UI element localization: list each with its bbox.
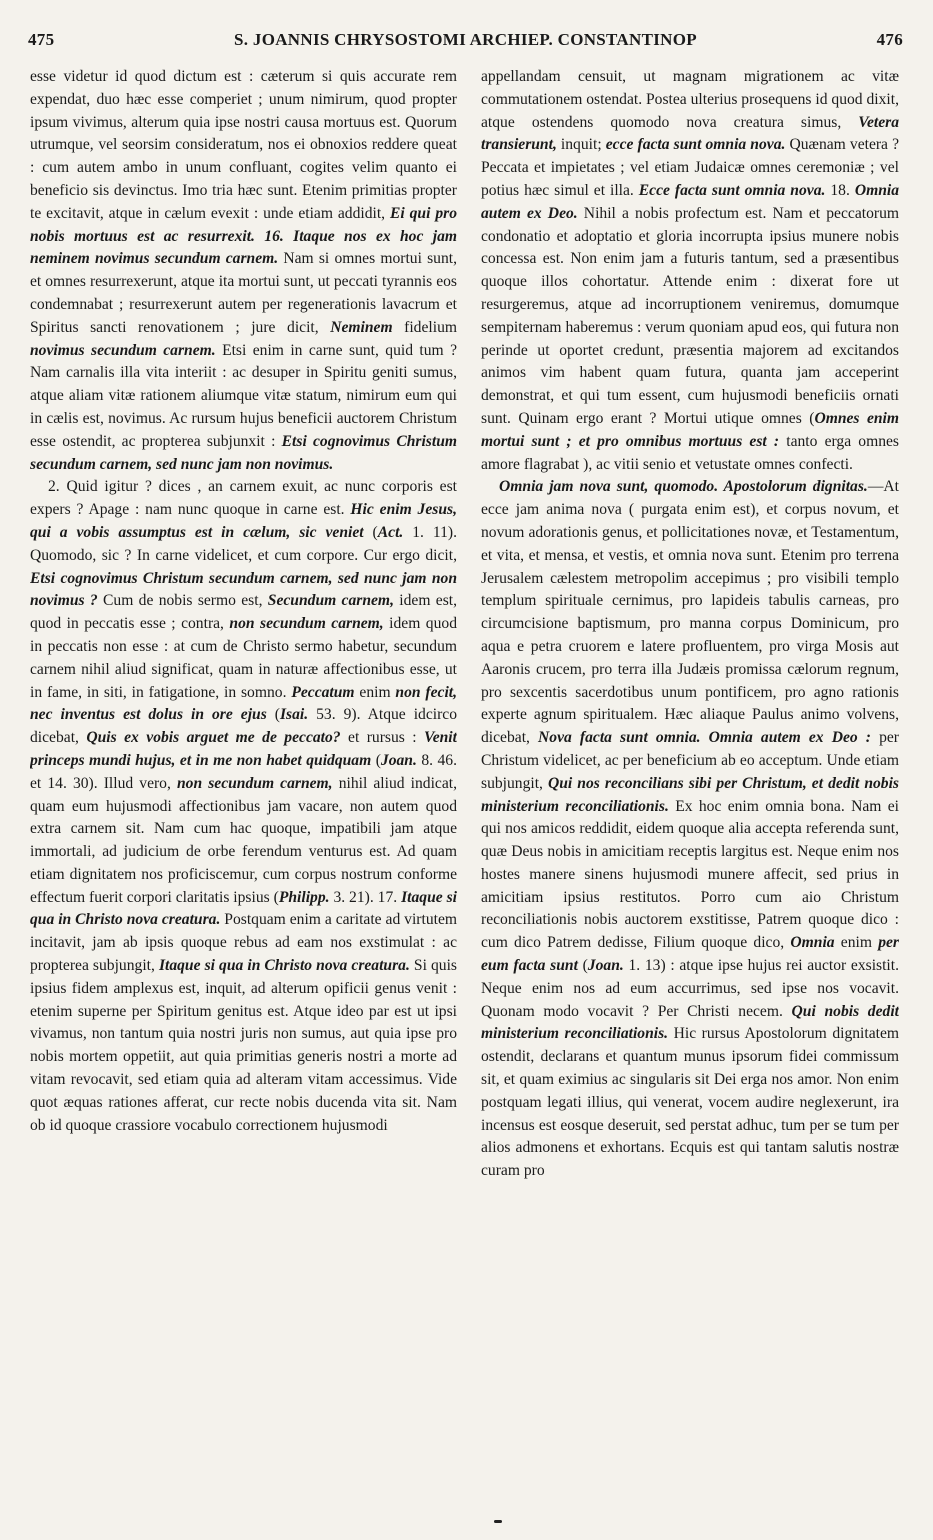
emphasized-text: Nova facta sunt omnia. Omnia autem ex Deo : <box>538 729 871 747</box>
emphasized-text: non secundum carnem, <box>176 774 333 792</box>
text-run: Nam si omnes mortui sunt, et omnes resurrexerunt, atque ita mortui sunt, ut peccati tyrannis eos condemnabat ; resurrexerunt autem per regenerationis lavacrum et Spiritus sancti renovationem ; jure dicit, <box>30 250 457 336</box>
text-run: et rursus : <box>340 729 425 747</box>
text-run: enim <box>354 683 396 701</box>
emphasized-text: Neminem <box>330 318 393 336</box>
text-run: ( <box>266 706 280 724</box>
text-run: ( <box>363 523 378 541</box>
paragraph <box>481 476 899 1183</box>
text-run: Cum de nobis sermo est, <box>97 592 268 610</box>
text-run: Nihil a nobis profectum est. Nam et peccatorum condonatio et adoptatio et gloria incorrupta ipsius munere nobis concessa est. Non enim jam a futuris tantum, sed a præsentibus quoque illos cohortatur. Attende enim : dixerat fore ut resurgeremus, atque ad incorruptionem veniremus, domumque sempiternam haberemus : verum quoniam apud eos, qui futura non perinde ut oportet credunt, præsentia majorem ad excitandos animos vim habent quam futura, quanta jam acceperint demonstrat, et qui tum essent, cum hujusmodi beneficiis ornati sunt. Quinam ergo erant ? Mortui utique omnes ( <box>481 204 899 427</box>
emphasized-text: Joan. <box>587 957 624 975</box>
text-run: ( <box>577 957 588 975</box>
emphasized-text: Peccatum <box>291 683 355 701</box>
text-run: 1. 13) : atque ipse hujus rei auctor exsistit. Neque enim nos ad eum accurrimus, sed ipse nos vocavit. Quonam modo vocavit ? Per Christi necem. <box>481 957 899 1020</box>
text-run: Si quis ipsius fidem amplexus est, inquit, ad alterum opificii genus venit : etenim superne per Spiritum genitus est. Atque ideo par est ut ipsi vivamus, non tantum quia nostri juris non sumus, aut quia ipse pro nobis mortem oppetiit, aut quia primitias generis nostri a morte ad vitam revocavit, sed etiam quia ad alteram vitam accessimus. Vide quot æquas rationes afferat, cur recte nobis ducenda vita sit. Nam ob id quoque crassiore vocabulo correctionem hujusmodi <box>30 957 457 1134</box>
text-run: —At ecce jam anima nova ( purgata enim est), et corpus novum, et novum adorationis genus, et pollicitationes novæ, et Testamentum, et vita, et mensa, et vestis, et omnia nova sunt. Etenim pro terrena Jerusalem cælestem metropolim accepimus ; pro visibili templo templum spirituale cernimus, pro lapideis tabulis carneas, pro circumcisione baptismum, pro manna corpus Dominicum, pro aqua e petra cruorem e latere profluentem, pro virga Mosis aut Aaronis crucem, pro terra illa Judæis promissa cælorum regnum, pro sexcentis sacerdotibus unum pontificem, pro agno rationis experte agnum spiritualem. Hæc aliaque Paulus animo volvens, dicebat, <box>481 478 899 747</box>
text-run: 3. 21). 17. <box>329 888 402 906</box>
ink-mark <box>494 1520 502 1523</box>
emphasized-text: Joan. <box>380 751 417 769</box>
emphasized-text: Itaque si qua in Christo nova creatura. <box>30 888 457 929</box>
emphasized-text: Omnes enim mortui sunt ; et pro omnibus mortuus est : <box>481 409 899 450</box>
page-number-left: 475 <box>28 30 55 49</box>
text-run: Postquam enim a caritate ad virtutem incitavit, jam ab ipsis quoque rebus ad eam nos exstimulat : ac propterea subjungit, <box>30 911 457 975</box>
text-run: 2. Quid igitur ? dices , an carnem exuit, ac nunc corporis est expers ? Apage : nam nunc quoque in carne est. <box>30 478 457 519</box>
emphasized-text: Itaque si qua in Christo nova creatura. <box>158 957 410 975</box>
text-run: fidelium <box>392 318 457 336</box>
running-title: S. JOANNIS CHRYSOSTOMI ARCHIEP. CONSTANTINOP <box>234 30 697 49</box>
emphasized-text: Ei qui pro nobis mortuus est ac resurrexit. 16. Itaque nos ex hoc jam neminem novimus secundum carnem. <box>30 204 457 268</box>
emphasized-text: non fecit, nec inventus est dolus in ore ejus <box>30 683 457 724</box>
emphasized-text: Isai. <box>279 706 309 724</box>
text-run: idem est, quod in peccatis esse ; contra, <box>30 592 457 633</box>
text-run: per Christum videlicet, ac per beneficium ab eo acceptum. Unde etiam subjungit, <box>481 729 899 792</box>
emphasized-text: Ecce facta sunt omnia nova. <box>638 181 826 199</box>
text-run: appellandam censuit, ut magnam migrationem ac vitæ commutationem ostendat. Postea ulterius prosequens id quod dixit, atque ostendens quomodo nova creatura simus, <box>481 68 899 131</box>
emphasized-text: ecce facta sunt omnia nova. <box>605 136 786 154</box>
emphasized-text: Qui nos reconcilians sibi per Christum, et dedit nobis ministerium reconciliationis. <box>481 774 899 815</box>
text-run: esse videtur id quod dictum est : cæterum si quis accurate rem expendat, duo hæc esse comperiet ; unum nimirum, quod propter ipsum vivimus, alterum quia ipse nostri causa mortuus est. Quorum utrumque, vel seorsim consideratum, nos ei obnoxios reddere queat : cum autem ambo in unum confluant, cogites velim quanto ei beneficio sis devinctus. Imo tria hæc sunt. Etenim primitias propter te excitavit, atque in cælum evexit : unde etiam addidit, <box>30 68 457 222</box>
emphasized-text: Etsi cognovimus Christum secundum carnem, sed nunc jam non novimus ? <box>30 569 457 610</box>
text-run: Etsi enim in carne sunt, quid tum ? Nam carnalis illa vita interiit : ac desuper in Spiritu geniti sumus, atque aliam vitæ rationem aliumque vitæ statum, nimirum eum qui in cælis est, novimus. Ac rursum hujus beneficii auctorem Christum esse ostendit, ac propterea subjunxit : <box>30 341 457 450</box>
emphasized-text: Vetera transierunt, <box>481 113 899 154</box>
emphasized-text: Hic enim Jesus, qui a vobis assumptus est in cælum, sic veniet <box>30 501 457 541</box>
text-run: inquit; <box>556 136 606 154</box>
text-run: tanto erga omnes amore flagrabat ), ac vitii senio et vetustate omnes confecti. <box>481 432 899 473</box>
text-run: ( <box>371 751 381 769</box>
emphasized-text: Philipp. <box>278 888 330 906</box>
text-run: Quænam vetera ? Peccata et impietates ; vel etiam Judaicæ omnes ceremoniæ ; vel potius hæc simul et illa. <box>481 136 899 199</box>
emphasized-text: Omnia <box>790 934 835 952</box>
emphasized-text: Omnia autem ex Deo. <box>481 181 899 222</box>
text-run: 8. 46. et 14. 30). Illud vero, <box>30 751 457 792</box>
paragraph <box>30 476 457 1137</box>
text-run: 1. 11). Quomodo, sic ? In carne videlicet, et cum corpore. Cur ergo dicit, <box>30 523 457 564</box>
left-column <box>30 66 457 1506</box>
emphasized-text: Act. <box>377 523 404 541</box>
emphasized-text: Secundum carnem, <box>267 592 394 610</box>
emphasized-text: Venit princeps mundi hujus, et in me non habet quidquam <box>30 729 457 769</box>
text-run: idem quod in peccatis non esse : at cum de Christo sermo habetur, secundum carnem nihil aliud significat, quam in naturæ affectionibus esse, ut in fame, in siti, in fatigatione, in somno. <box>30 615 457 701</box>
emphasized-text: Quis ex vobis arguet me de peccato? <box>86 729 341 747</box>
emphasized-text: per eum facta sunt <box>481 934 899 975</box>
running-header <box>28 30 903 54</box>
paragraph <box>481 66 899 476</box>
paragraph <box>30 66 457 476</box>
right-column <box>481 66 899 1506</box>
page-number-right: 476 <box>876 30 903 49</box>
text-run: nihil aliud indicat, quam eum hujusmodi affectionibus jam vacare, non autem quod extra carnem sit. Nam cum hac quoque, impatibili jam atque immortali, ad judicium de orbe ferendum venturus est. Ad quam etiam dignitatem nos proficiscemur, cum corpus nostrum conforme effectum fuerit corpori claritatis ipsius ( <box>30 774 457 906</box>
emphasized-text: non secundum carnem, <box>229 615 384 633</box>
text-run: Ex hoc enim omnia bona. Nam ei qui nos amicos reddidit, eidem quoque alia accepta referenda sunt, quæ Deus nobis in amicitiam receptis largitus est. Neque enim nos hostes manere sinens hujusmodi munere affecit, sed prius in amicitiam ipsius restitutos. Porro cum aio Christum reconciliationis nobis auctorem exstitisse, Patrem quoque dico : cum dico Patrem dedisse, Filium quoque dico, <box>481 797 899 952</box>
text-run: 53. 9). Atque idcirco dicebat, <box>30 706 457 747</box>
emphasized-text: Omnia jam nova sunt, quomodo. Apostolorum dignitas. <box>499 478 868 496</box>
emphasized-text: Qui nobis dedit ministerium reconciliationis. <box>481 1002 899 1043</box>
emphasized-text: novimus secundum carnem. <box>30 341 216 359</box>
text-run: enim <box>834 934 879 952</box>
emphasized-text: Etsi cognovimus Christum secundum carnem, sed nunc jam non novimus. <box>30 432 457 473</box>
text-run: 18. <box>825 181 855 199</box>
text-run: Hic rursus Apostolorum dignitatem ostendit, declarans et quantum munus ipsorum fidei commissum sit, et quam eximius ac singularis sit Dei erga nos amor. Non enim postquam legati illius, qui venerat, vocem audire neglexerunt, ira incensus est eosque deseruit, sed perstat adhuc, tum per se tum per alios admonens et exhortans. Ecquis est qui tantam salutis nostræ curam pro <box>481 1025 899 1180</box>
